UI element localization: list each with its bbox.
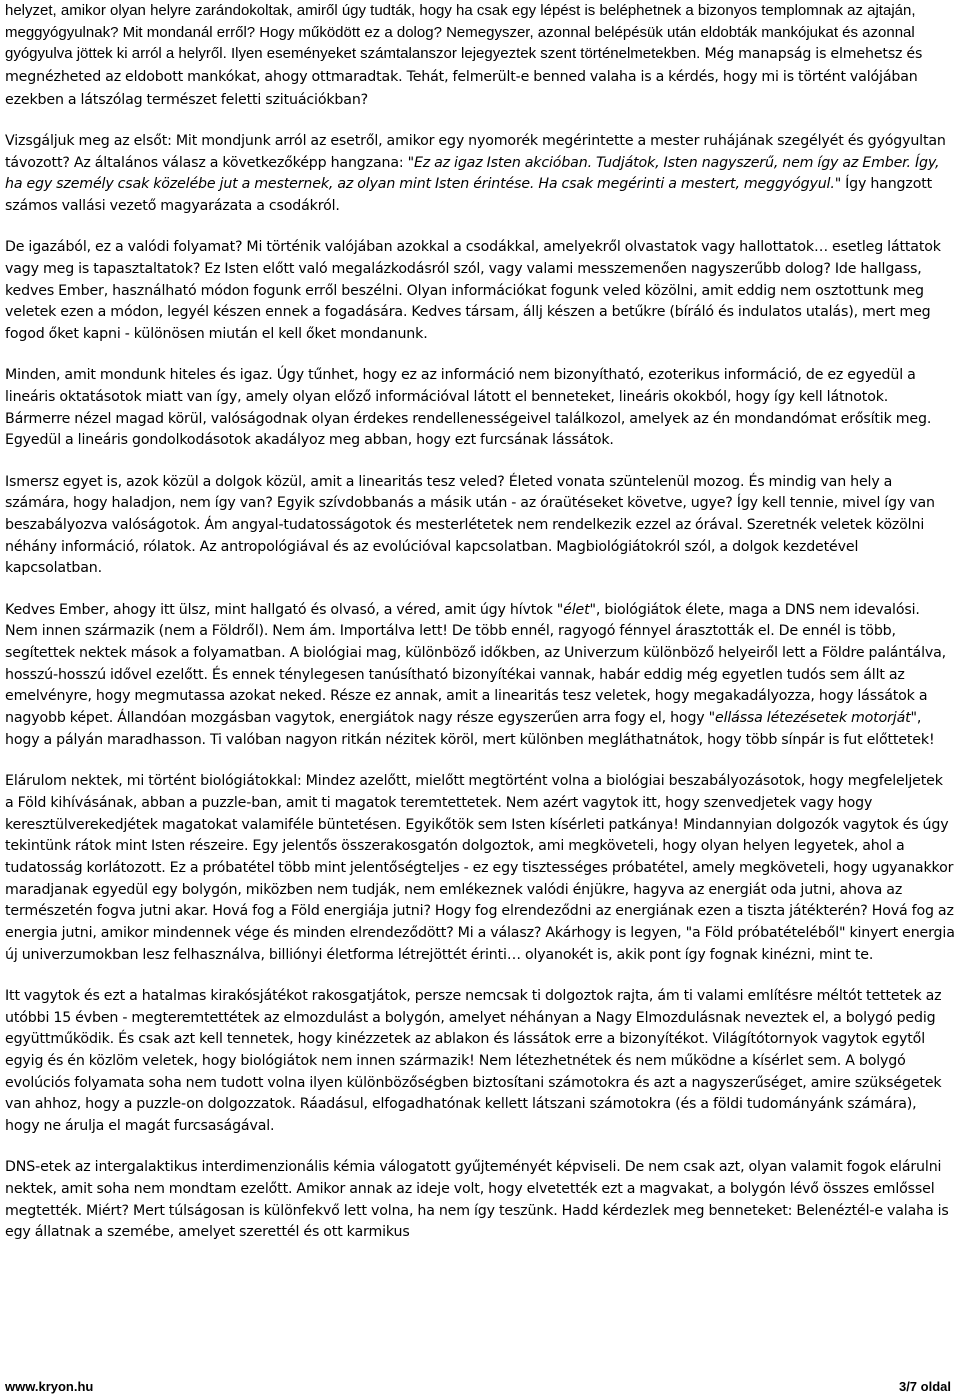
footer-page-number: 3/7 oldal bbox=[898, 1379, 951, 1394]
paragraph-dna-origin-a: Kedves Ember, ahogy itt ülsz, mint hallgató és olvasó, a véred, amit úgy hívtok bbox=[5, 601, 557, 618]
paragraph-intro bbox=[5, 0, 955, 112]
paragraph-puzzle: Itt vagytok és ezt a hatalmas kirakósjátékot rakosgatjátok, persze nemcsak ti dolgoztok rajta, ám ti valami említésre méltót tettetek az utóbbi 15 évben - megteremtettétek az elmozdulást a bolygón, amelyet néhányan a Nagy Elmozdulásnak neveztek el, a bolygó pedig együttműködik. És csak azt kell tennetek, hogy kinézzetek az ablakon és lássátok erre a bizonyítékot. Világítótornyok vagytok egytől egyig és én közlöm veletek, hogy biológiátok nem innen származik! Nem létezhetnétek és nem működne a kísérlet sem. A bolygó evolúciós folyamata soha nem tudott volna ilyen különbözőségben biztosítani számotokra és azt a nagyszerűséget, amire szükségetek van ahhoz, hogy a puzzle-on dolgozzatok. Ráadásul, elfogadhatónak kellett látszani számotokra (és a földi tudományánk számára), hogy ne árulja el magát furcsaságával. bbox=[5, 987, 942, 1135]
paragraph-first-example bbox=[5, 131, 955, 218]
paragraph-dna-chemistry: DNS-etek az intergalaktikus interdimenzionális kémia válogatott gyűjteményét képviseli. De nem csak azt, olyan valamit fogok elárulni nektek, amit soha nem mondtam ezelőtt. Amikor annak az ideje volt, hogy elvetették ezt a magvakat, a bolygón lévő összes emlőssel megtették. Miért? Mert túlságosan is különfekvő lett volna, ha nem így teszünk. Hadd kérdezlek meg benneteket: Belenéztél-e valaha is egy állatnak a szemébe, amelyet szerettél és ott karmikus bbox=[5, 1159, 949, 1241]
document-page bbox=[5, 0, 955, 1244]
paragraph-dna-origin-b: , biológiátok élete, maga a DNS nem idevalósi. Nem innen származik (nem a Földről). Nem ám. Importálva lett! De több ennél, ragyogó fénnyel árasztották el. De ennél is több, segítettek nektek mások a folyamatban. A biológiai mag, különböző időkben, az Univerzum különböző helyeiről lett a Földre palántálva, hosszú-hosszú idővel ezelőtt. És ennek ténylegesen tanúsítható bizonyítékai vannak, habár eddig még egyetlen tudós sem állt az emelvényre, hogy megmutassa azokat neked. Része ez annak, amit a linearitás tesz veletek, hogy megakadályozza, hogy lássátok a nagyobb képet. Állandóan mozgásban vagytok, energiátok nagy része egyszerűen arra fogy el, hogy bbox=[5, 601, 947, 727]
paragraph-real-process: De igazából, ez a valódi folyamat? Mi történik valójában azokkal a csodákkal, amelyekről olvastatok vagy hallottatok… esetleg láttatok vagy meg is tapasztaltatok? Ez Isten előtt való megalázkodásról szól, vagy valami messzemenően nagyszerűbb dolog? Ide hallgass, kedves Ember, használható módon fogunk erről beszélni. Olyan információkat fogunk veled közölni, amit eddig nem osztottunk meg veletek ezen a módon, legyél készen ennek a fogadására. Kedves társam, állj készen a betűkre (bíráló és indulatos utalás), mert meg fogod őket kapni - különösen miután el kell őket mondanunk. bbox=[5, 239, 941, 343]
paragraph-intro-part-b: Még manapság is elmehetsz és megnézheted az eldobott mankókat, ahogy ottmaradtak. Tehát, felmerült-e benned valaha is a kérdés, hogy mi is történt valójában ezekben a látszólag természet feletti szituációkban? bbox=[5, 46, 923, 108]
paragraph-dna-origin-motor-phrase: "ellássa létezésetek motorját bbox=[708, 710, 911, 727]
paragraph-linearity: Ismersz egyet is, azok közül a dolgok közül, amit a linearitás tesz veled? Életed vonata szüntelenül mozog. És mindig van hely a számára, hogy haladjon, nem így van? Egyik szívdobbanás a másik után - az óraütéseket követve, ugye? Így kell tennie, mivel így van beszabályozva valóságotok. Ám angyal-tudatosságotok és mesterlétetek nem rendelkezik ezzel az órával. Szeretnék veletek közölni néhány információ, rólatok. Az antropológiával és az evolúcióval kapcsolatban. Magbiológiátokról szól, a dolgok kezdetével kapcsolatban. bbox=[5, 473, 935, 577]
page-footer bbox=[5, 1375, 951, 1397]
footer-site-link[interactable]: www.kryon.hu bbox=[5, 1379, 94, 1394]
paragraph-dna-origin bbox=[5, 600, 955, 752]
paragraph-first-example-quote: "Ez az igaz Isten akcióban. Tudjátok, Isten nagyszerű, nem így az Ember. Így, ha egy személy csak közelébe jut a mesternek, az olyan mint Isten érintése. Ha csak megérinti a mestert, meggyógyul." bbox=[5, 154, 940, 193]
paragraph-biology: Elárulom nektek, mi történt biológiátokkal: Mindez azelőtt, mielőtt megtörtént volna a biológiai beszabályozásotok, hogy megfeleljetek a Föld kihívásának, abban a puzzle-ban, amit ti magatok teremtettetek. Nem azért vagytok itt, hogy szenvedjetek vagy hogy keresztülverekedjétek magatokat valamiféle büntetésen. Egyikőtök sem Isten kísérleti patkánya! Mindannyian dolgozók vagytok és úgy tekintünk rátok mint Isten részeire. Egy jelentős összerakosgatón dolgoztok, ami megköveteli, hogy olyan helyen legyetek, ahol a tudatosság korlátozott. Ez a próbatétel több mint jelentőségteljes - ez egy tisztességes próbatétel, amely megköveteli, hogy ugyanakkor maradjanak egyedül egy bolygón, miközben nem tudják, nem emlékeznek valódi énjükre, hagyva az energiát oda jutni, ahova az természetén fogva jutni akar. Hová fog a Föld energiája jutni? Hogy fog elrendeződni az energiának ezen a tiszta játékterén? Hová fog az energia jutni, amikor mindennek vége és minden elrendeződött? Mi a válasz? Akárhogy is legyen, "a Föld próbatételéből" kinyert energia új univerzumokban lesz felhasználva, billiónyi életforma létrejöttét érinti… olyanokét is, akik pont így fognak kinézni, mint te. bbox=[5, 773, 955, 963]
paragraph-intro-part-a: helyzet, amikor olyan helyre zarándokoltak, amiről úgy tudták, hogy ha csak egy lépést is beléphetnek a bizonyos templomnak az ajtaján, meggyógyulnak? Mit mondanál erről? Hogy működött ez a dolog? Nemegyszer, azonnal belépésük után eldobták mankójukat és azonnal gyógyulva jöttek ki arról a helyről. Ilyen eseményeket számtalanszor lejegyeztek szent történelmetekben. bbox=[5, 2, 916, 63]
paragraph-dna-origin-life-word: "élet" bbox=[556, 601, 596, 618]
paragraph-first-example-end: Így hangzott számos vallási vezető magyarázata a csodákról. bbox=[5, 176, 933, 215]
paragraph-authentic: Minden, amit mondunk hiteles és igaz. Úgy tűnhet, hogy ez az információ nem bizonyítható, ezoterikus információ, de ez egyedül a lineáris oktatásotok miatt van így, amely olyan előző információval látott el benneteket, lineáris okokból, hogy így kell látnotok. Bármerre nézel magad körül, valóságodnak olyan érdekes rendellenességeivel találkozol, amelyek az én mondandómat erősítik meg. Egyedül a lineáris gondolkodásotok akadályoz meg abban, hogy ezt furcsának lássátok. bbox=[5, 367, 932, 449]
paragraph-first-example-start: Vizsgáljuk meg az elsőt: Mit mondjunk arról az esetről, amikor egy nyomorék megérintette a mester ruhájának szegélyét és gyógyultan távozott? Az általános válasz a következőképp hangzana: bbox=[5, 133, 946, 171]
paragraph-dna-origin-c: ", hogy a pályán maradhasson. Ti valóban nagyon ritkán nézitek köröl, mert különben megláthatnátok, hogy több sínpár is fut előttetek! bbox=[5, 710, 935, 748]
